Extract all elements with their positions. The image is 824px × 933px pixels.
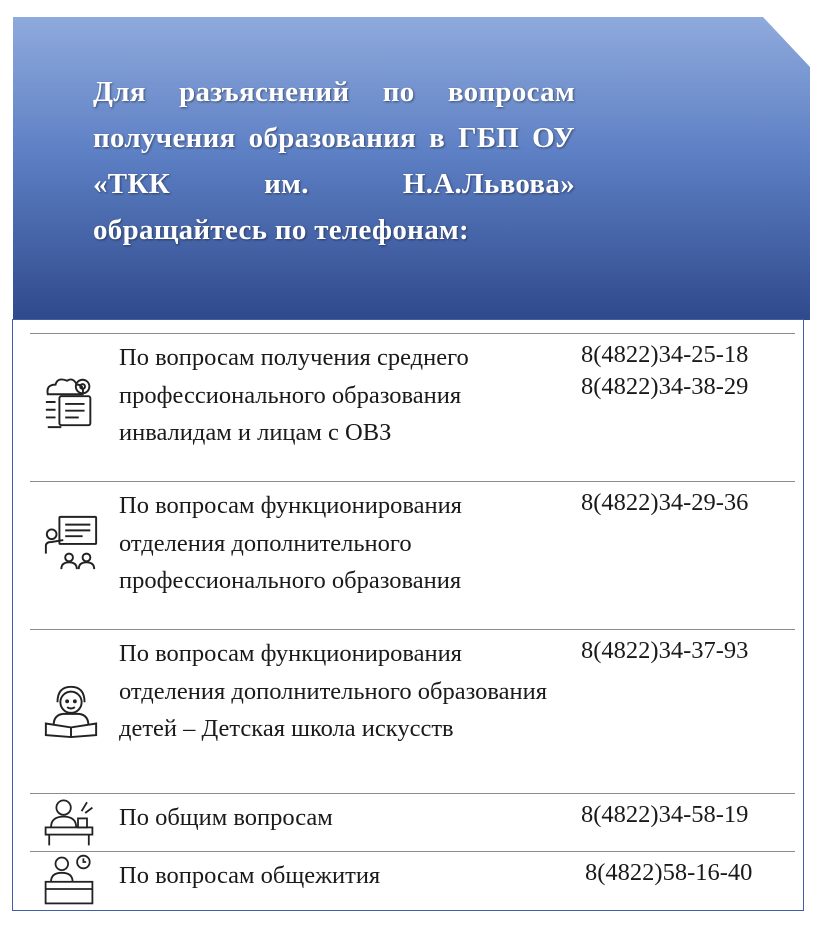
reception-desk-icon <box>42 853 96 907</box>
training-settings-icon <box>42 373 100 431</box>
phone-number[interactable]: 8(4822)34-58-19 <box>581 801 749 828</box>
phone-number[interactable]: 8(4822)34-25-18 <box>581 341 749 368</box>
phone-number[interactable]: 8(4822)34-29-36 <box>581 489 749 516</box>
contact-row <box>30 481 795 629</box>
phone-number[interactable]: 8(4822)34-38-29 <box>581 373 749 400</box>
contact-label: По общим вопросам <box>119 804 333 831</box>
contact-phones <box>581 339 781 403</box>
contact-row <box>30 793 795 851</box>
header-title: Для разъяснений по вопросам получения образования в ГБП ОУ «ТКК им. Н.А.Львова» обращайтесь по телефонам: <box>93 76 575 246</box>
contact-phones <box>581 799 781 831</box>
contact-label: По вопросам функционирования отделения дополнительного образования детей – Детская школа искусств <box>119 640 547 742</box>
contact-row <box>30 333 795 481</box>
contact-row <box>30 851 795 909</box>
contact-label: По вопросам получения среднего профессионального образования инвалидам и лицам с ОВЗ <box>119 344 469 446</box>
row-divider <box>30 333 795 334</box>
teacher-presentation-icon <box>42 513 100 571</box>
row-divider <box>30 481 795 482</box>
phone-number[interactable]: 8(4822)58-16-40 <box>585 859 753 886</box>
contact-phones <box>585 857 785 889</box>
office-worker-icon <box>42 795 96 849</box>
header-banner <box>13 17 810 320</box>
contact-row <box>30 629 795 793</box>
phone-number[interactable]: 8(4822)34-37-93 <box>581 637 749 664</box>
contact-phones <box>581 635 781 667</box>
contact-label: По вопросам функционирования отделения дополнительного профессионального образования <box>119 492 462 594</box>
contact-phones <box>581 487 781 519</box>
student-reading-icon <box>42 681 100 739</box>
row-divider <box>30 629 795 630</box>
row-divider <box>30 851 795 852</box>
row-divider <box>30 793 795 794</box>
contact-label: По вопросам общежития <box>119 862 381 889</box>
